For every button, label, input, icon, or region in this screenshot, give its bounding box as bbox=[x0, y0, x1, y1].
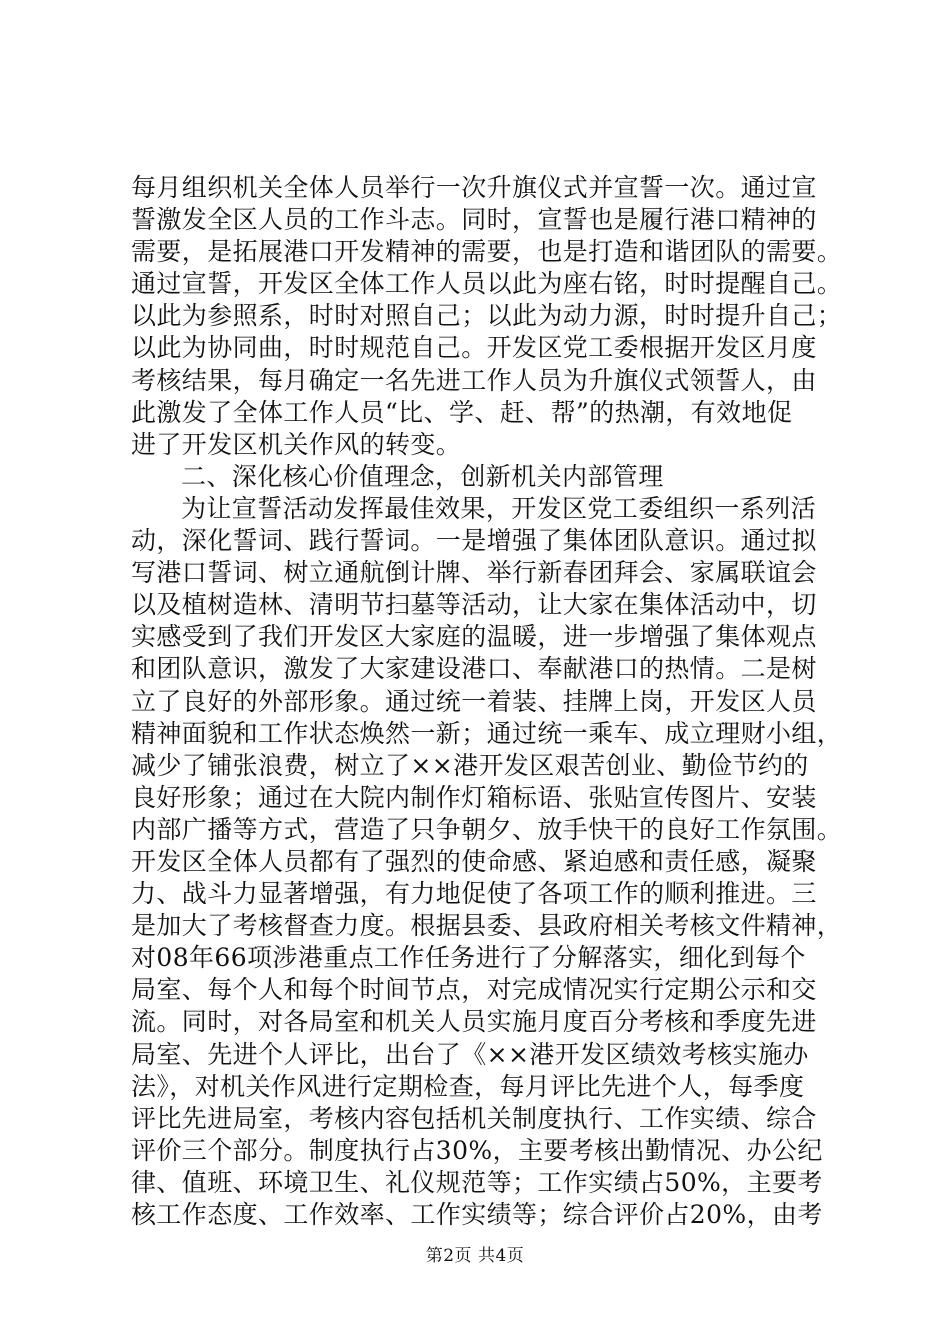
text-line: 局室、先进个人评比，出台了《××港开发区绩效考核实施办 bbox=[131, 1039, 809, 1069]
text-line: 内部广播等方式，营造了只争朝夕、放手快干的良好工作氛围。 bbox=[131, 814, 843, 844]
text-line: 减少了铺张浪费，树立了××港开发区艰苦创业、勤俭节约的 bbox=[131, 750, 809, 780]
text-line: 每月组织机关全体人员举行一次升旗仪式并宣誓一次。通过宣 bbox=[131, 173, 817, 202]
text-line: 以此为参照系，时时对照自己；以此为动力源，时时提升自己； bbox=[131, 301, 843, 331]
text-line: 进了开发区机关作风的转变。 bbox=[131, 429, 462, 459]
text-line: 写港口誓词、树立通航倒计牌、举行新春团拜会、家属联谊会 bbox=[131, 558, 817, 588]
text-line: 实感受到了我们开发区大家庭的温暖，进一步增强了集体观点 bbox=[131, 622, 817, 652]
body-text bbox=[131, 172, 843, 1231]
text-line: 二、深化核心价值理念，创新机关内部管理 bbox=[181, 461, 664, 491]
text-line: 和团队意识，激发了大家建设港口、奉献港口的热情。二是树 bbox=[131, 654, 817, 684]
text-line: 流。同时，对各局室和机关人员实施月度百分考核和季度先进 bbox=[131, 1007, 817, 1037]
text-line: 精神面貌和工作状态焕然一新；通过统一乘车、成立理财小组， bbox=[131, 718, 843, 748]
text-line: 局室、每个人和每个时间节点，对完成情况实行定期公示和交 bbox=[131, 975, 817, 1005]
text-line: 誓激发全区人员的工作斗志。同时，宣誓也是履行港口精神的 bbox=[131, 205, 817, 235]
text-line: 此激发了全体工作人员“比、学、赶、帮”的热潮，有效地促 bbox=[131, 397, 793, 427]
text-line: 良好形象；通过在大院内制作灯箱标语、张贴宣传图片、安装 bbox=[131, 782, 817, 812]
text-line: 律、值班、环境卫生、礼仪规范等；工作实绩占50%，主要考 bbox=[131, 1167, 823, 1197]
text-line: 对08年66项涉港重点工作任务进行了分解落实，细化到每个 bbox=[131, 943, 806, 973]
text-line: 核工作态度、工作效率、工作实绩等；综合评价占20%，由考 bbox=[131, 1200, 823, 1229]
text-line: 以及植树造林、清明节扫墓等活动，让大家在集体活动中，切 bbox=[131, 590, 817, 620]
text-line: 评比先进局室，考核内容包括机关制度执行、工作实绩、综合 bbox=[131, 1103, 817, 1133]
text-line: 以此为协同曲，时时规范自己。开发区党工委根据开发区月度 bbox=[131, 333, 817, 363]
text-line: 法》，对机关作风进行定期检查，每月评比先进个人，每季度 bbox=[131, 1071, 805, 1101]
page-footer: 第2页 共4页 bbox=[425, 1246, 525, 1266]
text-line: 为让宣誓活动发挥最佳效果，开发区党工委组织一系列活 bbox=[181, 493, 817, 523]
text-line: 需要，是拓展港口开发精神的需要，也是打造和谐团队的需要。 bbox=[131, 237, 843, 267]
text-line: 开发区全体人员都有了强烈的使命感、紧迫感和责任感，凝聚 bbox=[131, 846, 817, 876]
text-line: 是加大了考核督查力度。根据县委、县政府相关考核文件精神， bbox=[131, 911, 843, 941]
text-line: 力、战斗力显著增强，有力地促使了各项工作的顺利推进。三 bbox=[131, 879, 817, 909]
text-line: 动，深化誓词、践行誓词。一是增强了集体团队意识。通过拟 bbox=[131, 526, 817, 556]
text-line: 通过宣誓，开发区全体工作人员以此为座右铭，时时提醒自己。 bbox=[131, 269, 843, 299]
text-line: 考核结果，每月确定一名先进工作人员为升旗仪式领誓人，由 bbox=[131, 365, 817, 395]
text-line: 评价三个部分。制度执行占30%，主要考核出勤情况、办公纪 bbox=[131, 1135, 823, 1165]
text-line: 立了良好的外部形象。通过统一着装、挂牌上岗，开发区人员 bbox=[131, 686, 817, 716]
